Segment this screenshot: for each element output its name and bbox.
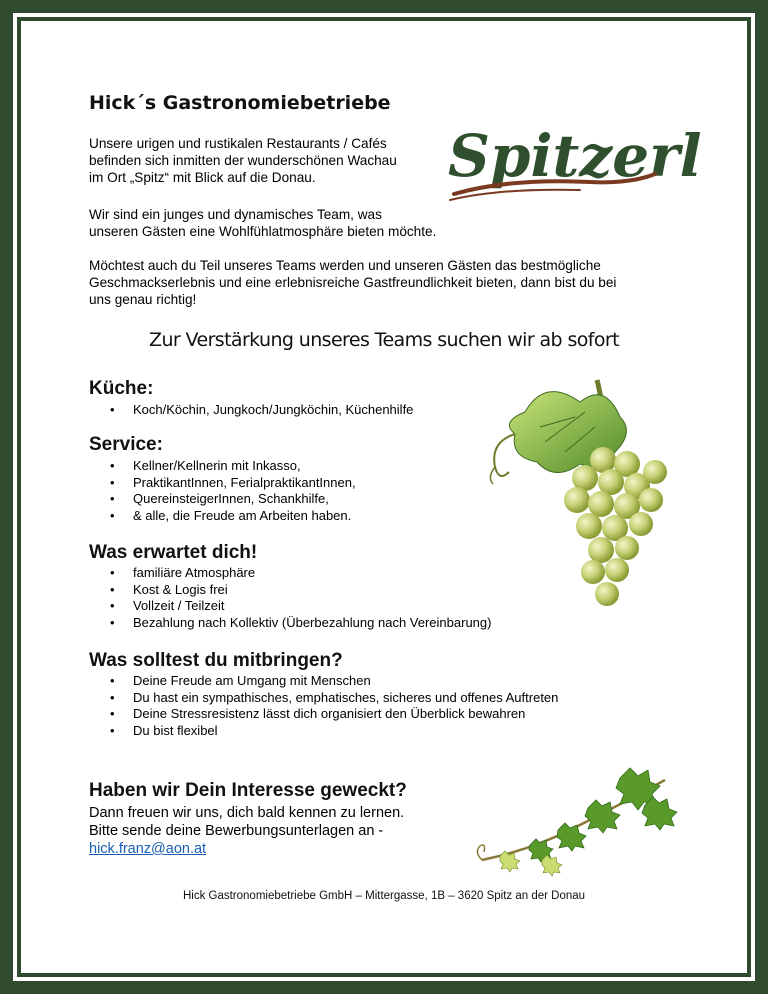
list-item: • Kellner/Kellnerin mit Inkasso, — [110, 458, 356, 475]
list-item: • & alle, die Freude am Arbeiten haben. — [110, 508, 356, 525]
list-item: • PraktikantInnen, FerialpraktikantInnen, — [110, 475, 356, 492]
intro-p1-line: befinden sich inmitten der wunderschönen Wachau — [89, 153, 397, 168]
intro-p1-line: im Ort „Spitz“ mit Blick auf die Donau. — [89, 170, 316, 185]
intro-paragraph-1 — [89, 135, 449, 186]
section-heading-kueche: Küche: — [89, 378, 154, 399]
list-item: • Du bist flexibel — [110, 723, 558, 740]
hero-heading: Zur Verstärkung unseres Teams suchen wir ab sofort — [149, 329, 619, 351]
list-item: • Bezahlung nach Kollektiv (Überbezahlung nach Vereinbarung) — [110, 615, 491, 632]
intro-p3-line: Möchtest auch du Teil unseres Teams werden und unseren Gästen das bestmögliche — [89, 258, 601, 273]
list-item: • QuereinsteigerInnen, Schankhilfe, — [110, 491, 356, 508]
section-heading-service: Service: — [89, 434, 163, 455]
intro-p2-line: Wir sind ein junges und dynamisches Team, was — [89, 207, 382, 222]
cta-line-1: Dann freuen wir uns, dich bald kennen zu lernen. — [89, 805, 405, 821]
section-heading-erwartet: Was erwartet dich! — [89, 542, 258, 563]
cta-text — [89, 804, 404, 858]
list-item: • Koch/Köchin, Jungkoch/Jungköchin, Küchenhilfe — [110, 402, 413, 419]
list-item: • Deine Stressresistenz lässt dich organisiert den Überblick bewahren — [110, 706, 558, 723]
mitbringen-list — [110, 673, 558, 739]
kueche-list — [110, 402, 413, 419]
intro-p3-line: Geschmackserlebnis und eine erlebnisreiche Gastfreundlichkeit bieten, dann bist du bei — [89, 275, 617, 290]
list-item: • Vollzeit / Teilzeit — [110, 598, 491, 615]
logo-text: Spitzerl — [448, 122, 702, 190]
intro-p1-line: Unsere urigen und rustikalen Restaurants / Cafés — [89, 136, 387, 151]
intro-p3-line: uns genau richtig! — [89, 292, 197, 307]
intro-paragraph-2 — [89, 206, 509, 240]
list-item: • familiäre Atmosphäre — [110, 565, 491, 582]
section-heading-mitbringen: Was solltest du mitbringen? — [89, 650, 343, 671]
intro-paragraph-3 — [89, 257, 689, 308]
company-title: Hick´s Gastronomiebetriebe — [89, 92, 391, 114]
list-item: • Du hast ein sympathisches, emphatisches, sicheres und offenes Auftreten — [110, 690, 558, 707]
cta-line-2: Bitte sende deine Bewerbungsunterlagen an - — [89, 823, 384, 839]
spitzerl-logo — [440, 108, 702, 208]
intro-p2-line: unseren Gästen eine Wohlfühlatmosphäre bieten möchte. — [89, 224, 437, 239]
footer-address: Hick Gastronomiebetriebe GmbH – Mittergasse, 1B – 3620 Spitz an der Donau — [182, 890, 586, 902]
list-item: • Kost & Logis frei — [110, 582, 491, 599]
list-item: • Deine Freude am Umgang mit Menschen — [110, 673, 558, 690]
cta-heading: Haben wir Dein Interesse geweckt? — [89, 780, 407, 801]
email-link[interactable]: hick.franz@aon.at — [89, 841, 207, 857]
grape-bunch-icon — [485, 372, 685, 622]
service-list — [110, 458, 356, 524]
erwartet-list — [110, 565, 491, 631]
vine-leaves-icon — [470, 760, 680, 880]
